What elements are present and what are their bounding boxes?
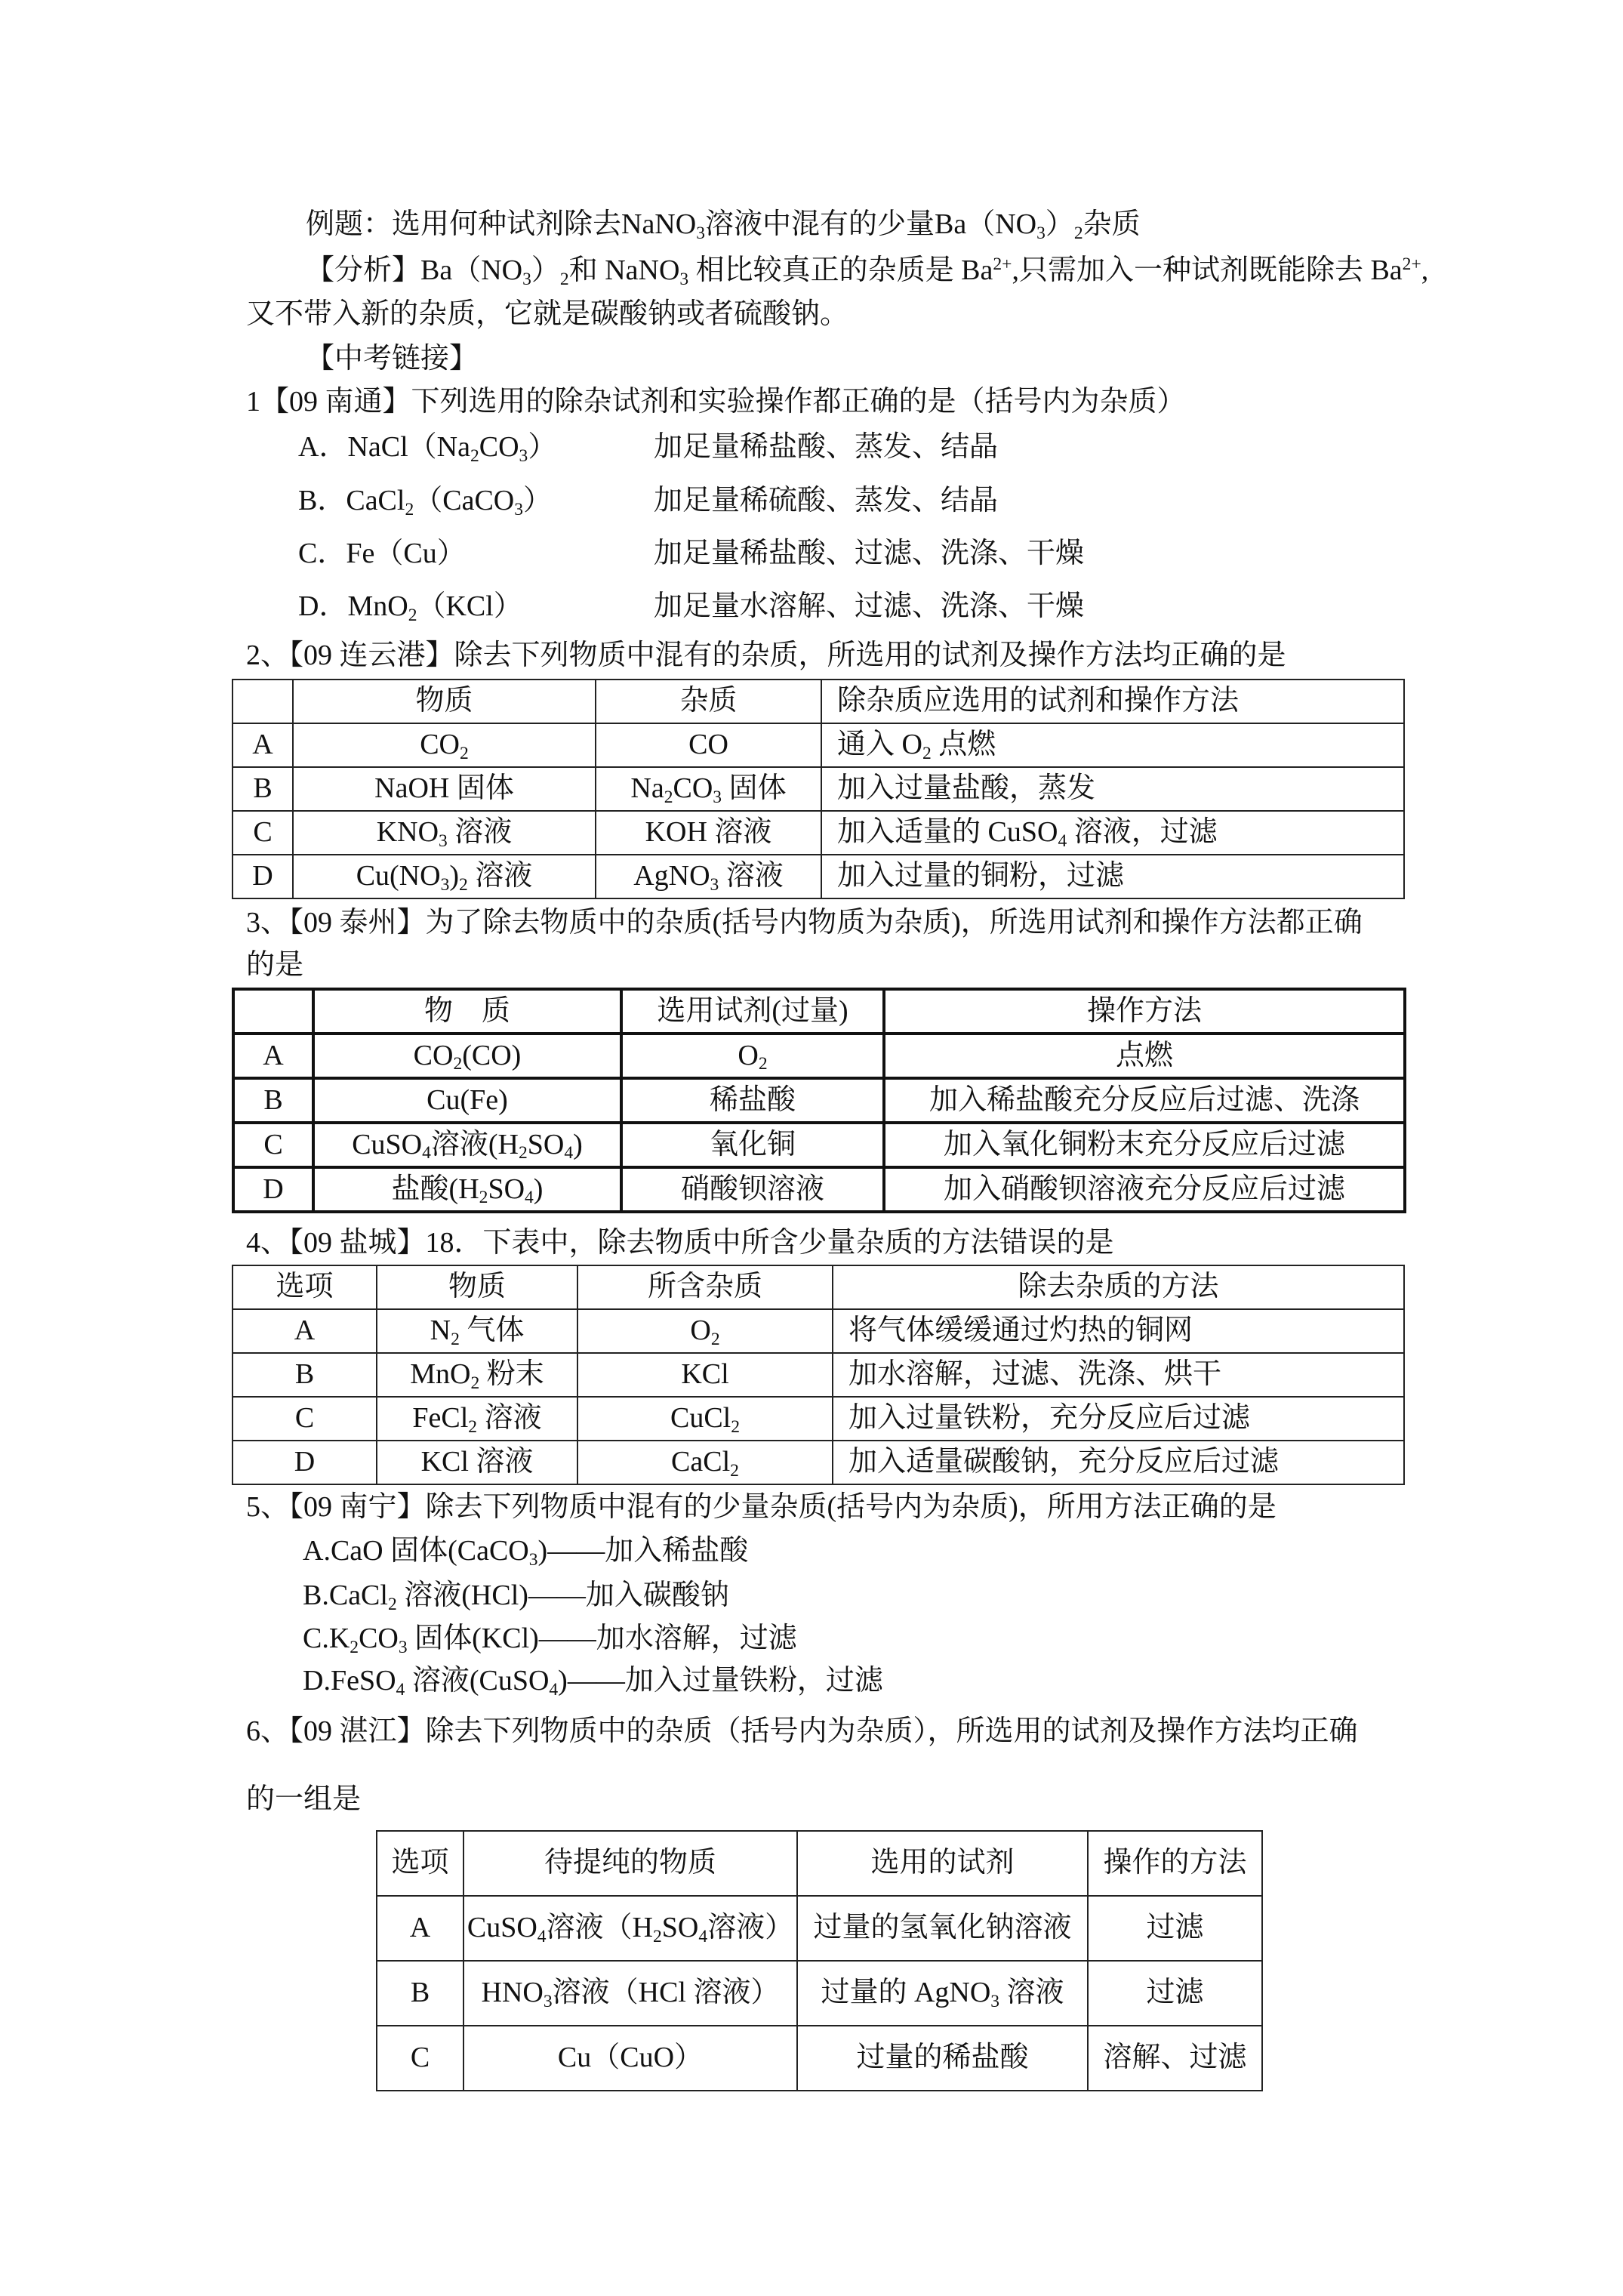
cell-reagent: 过量的 AgNO$_3$ 溶液 [797, 1961, 1088, 2026]
table-row [233, 1123, 1405, 1167]
header-cell-impurity: 杂质 [596, 680, 821, 723]
cell-reagent: $O_2$ [621, 1034, 884, 1078]
header-cell-impurity: 所含杂质 [577, 1265, 833, 1309]
table-row [377, 1961, 1262, 2026]
cell-reagent: 稀盐酸 [621, 1078, 884, 1123]
cell-method: 溶解、过滤 [1088, 2026, 1262, 2091]
header-cell-method: 除杂质应选用的试剂和操作方法 [821, 680, 1404, 723]
header-cell-method: 除去杂质的方法 [833, 1265, 1404, 1309]
header-cell-option: 选项 [233, 1265, 377, 1309]
cell-label: D [233, 855, 293, 898]
cell-label: A [233, 723, 293, 767]
question-stem-continued: 的是 [246, 949, 304, 981]
table-row [233, 1167, 1405, 1212]
cell-method: 加入稀盐酸充分反应后过滤、洗涤 [884, 1078, 1405, 1123]
header-cell-method: 操作的方法 [1088, 1831, 1262, 1896]
cell-impurity: KCl [577, 1353, 833, 1397]
cell-method: 将气体缓缓通过灼热的铜网 [833, 1309, 1404, 1353]
option-item: A.CaO 固体(CaCO$_3$)——加入稀盐酸 [303, 1535, 749, 1570]
header-cell-substance: 物质 [377, 1265, 577, 1309]
cell-method: 加入适量碳酸钠，充分反应后过滤 [833, 1441, 1404, 1484]
table-header-row [233, 989, 1405, 1034]
option-label: B．CaCl$_2$（CaCO$_3$） [298, 485, 553, 519]
cell-substance: MnO$_2$ 粉末 [377, 1353, 577, 1397]
cell-substance: 盐酸$(H_2SO_4)$ [313, 1167, 621, 1212]
cell-impurity: $O_2$ [577, 1309, 833, 1353]
option-item: $C.K_2CO_3$ 固体(KCl)——加水溶解，过滤 [303, 1623, 797, 1657]
header-cell-reagent: 选用的试剂 [797, 1831, 1088, 1896]
table-row [233, 1034, 1405, 1078]
cell-impurity: CuCl$_2$ [577, 1397, 833, 1441]
header-cell-substance: 物 质 [313, 989, 621, 1034]
table-row [233, 1353, 1404, 1397]
example-analysis-line-1: 【分析】$Ba(NO_3)_2$和 NaNO$_3$ 相比较真正的杂质是 $Ba^{2+}$,只需加入一种试剂既能除去 $Ba^{2+}$, [306, 254, 1429, 289]
option-method: 加足量水溶解、过滤、洗涤、干燥 [654, 590, 1085, 622]
header-cell-method: 操作方法 [884, 989, 1405, 1034]
cell-method: 过滤 [1088, 1896, 1262, 1961]
cell-label: D [233, 1441, 377, 1484]
header-cell-empty [233, 989, 313, 1034]
question-stem: 1【09 南通】下列选用的除杂试剂和实验操作都正确的是（括号内为杂质） [246, 386, 1186, 418]
cell-label: B [233, 767, 293, 811]
cell-label: C [233, 811, 293, 855]
option-method: 加足量稀盐酸、过滤、洗涤、干燥 [654, 538, 1085, 569]
cell-impurity: CO [596, 723, 821, 767]
cell-substance: $Cu(NO_3)_2$ 溶液 [293, 855, 596, 898]
table-row [377, 2026, 1262, 2091]
cell-impurity: KOH 溶液 [596, 811, 821, 855]
cell-method: 加入过量盐酸，蒸发 [821, 767, 1404, 811]
q4-table [232, 1265, 1405, 1485]
cell-label: A [377, 1896, 463, 1961]
example-question: 例题：选用何种试剂除去NaNO$_3$溶液中混有的少量$Ba(NO_3)_2$杂质 [306, 208, 1141, 243]
cell-method: 加入氧化铜粉末充分反应后过滤 [884, 1123, 1405, 1167]
cell-label: B [377, 1961, 463, 2026]
table-header-row [233, 1265, 1404, 1309]
option-item: D.FeSO$_4$ 溶液(CuSO$_4$)——加入过量铁粉，过滤 [303, 1665, 883, 1700]
cell-method: 加入过量铁粉，充分反应后过滤 [833, 1397, 1404, 1441]
cell-label: D [233, 1167, 313, 1212]
cell-method: 过滤 [1088, 1961, 1262, 2026]
table-row [233, 1397, 1404, 1441]
cell-label: A [233, 1309, 377, 1353]
cell-label: B [233, 1078, 313, 1123]
option-label: C．Fe（Cu） [298, 538, 466, 569]
table-row [233, 723, 1404, 767]
q6-table [376, 1830, 1263, 2091]
cell-method: 加入硝酸钡溶液充分反应后过滤 [884, 1167, 1405, 1212]
cell-label: C [233, 1123, 313, 1167]
question-stem: 2、【09 连云港】除去下列物质中混有的杂质，所选用的试剂及操作方法均正确的是 [246, 639, 1286, 671]
cell-method: 加入过量的铜粉，过滤 [821, 855, 1404, 898]
cell-label: B [233, 1353, 377, 1397]
header-cell-empty [233, 680, 293, 723]
cell-method: 点燃 [884, 1034, 1405, 1078]
option-item: B.CaCl$_2$ 溶液(HCl)——加入碳酸钠 [303, 1579, 729, 1614]
cell-substance: $CO_2$ [293, 723, 596, 767]
table-row [233, 811, 1404, 855]
table-row [233, 1441, 1404, 1484]
cell-substance: $CO_2(CO)$ [313, 1034, 621, 1078]
table-row [233, 855, 1404, 898]
option-label: A．$NaCl(Na_2CO_3)$ [298, 431, 557, 466]
table-row [233, 767, 1404, 811]
table-row [233, 1078, 1405, 1123]
cell-label: C [233, 1397, 377, 1441]
header-cell-substance: 待提纯的物质 [463, 1831, 797, 1896]
cell-impurity: AgNO$_3$ 溶液 [596, 855, 821, 898]
cell-impurity: $Na_2CO_3$ 固体 [596, 767, 821, 811]
cell-substance: CuSO$_4$溶液（$H_2SO_4$溶液） [463, 1896, 797, 1961]
header-cell-substance: 物质 [293, 680, 596, 723]
example-analysis-line-2: 又不带入新的杂质，它就是碳酸钠或者硫酸钠。 [246, 298, 849, 330]
cell-substance: NaOH 固体 [293, 767, 596, 811]
cell-reagent: 氧化铜 [621, 1123, 884, 1167]
cell-substance: $N_2$ 气体 [377, 1309, 577, 1353]
question-stem: 4、【09 盐城】18．下表中，除去物质中所含少量杂质的方法错误的是 [246, 1227, 1114, 1259]
cell-substance: CuSO$_4$溶液$(H_2SO_4)$ [313, 1123, 621, 1167]
question-stem: 6、【09 湛江】除去下列物质中的杂质（括号内为杂质），所选用的试剂及操作方法均正确 [246, 1715, 1358, 1747]
table-header-row [377, 1831, 1262, 1896]
cell-substance: Cu（CuO） [463, 2026, 797, 2091]
question-stem: 5、【09 南宁】除去下列物质中混有的少量杂质(括号内为杂质)，所用方法正确的是 [246, 1491, 1277, 1523]
table-header-row [233, 680, 1404, 723]
option-method: 加足量稀盐酸、蒸发、结晶 [654, 431, 999, 463]
question-stem-continued: 的一组是 [246, 1783, 362, 1815]
cell-substance: KCl 溶液 [377, 1441, 577, 1484]
cell-impurity: CaCl$_2$ [577, 1441, 833, 1484]
cell-reagent: 过量的稀盐酸 [797, 2026, 1088, 2091]
cell-substance: Cu(Fe) [313, 1078, 621, 1123]
cell-substance: $HNO_3$溶液（HCl 溶液） [463, 1961, 797, 2026]
cell-substance: FeCl$_2$ 溶液 [377, 1397, 577, 1441]
cell-label: C [377, 2026, 463, 2091]
header-cell-reagent: 选用试剂(过量) [621, 989, 884, 1034]
q2-table [232, 679, 1405, 899]
cell-reagent: 硝酸钡溶液 [621, 1167, 884, 1212]
cell-substance: $KNO_3$ 溶液 [293, 811, 596, 855]
cell-method: 通入 $O_2$ 点燃 [821, 723, 1404, 767]
option-label: D．MnO$_2$（KCl） [298, 590, 522, 625]
q3-table [232, 988, 1406, 1213]
table-row [377, 1896, 1262, 1961]
table-row [233, 1309, 1404, 1353]
cell-reagent: 过量的氢氧化钠溶液 [797, 1896, 1088, 1961]
section-heading: 【中考链接】 [306, 343, 479, 374]
option-method: 加足量稀硫酸、蒸发、结晶 [654, 485, 999, 516]
cell-method: 加入适量的 CuSO$_4$ 溶液，过滤 [821, 811, 1404, 855]
question-stem: 3、【09 泰州】为了除去物质中的杂质(括号内物质为杂质)，所选用试剂和操作方法都正确 [246, 907, 1363, 938]
cell-label: A [233, 1034, 313, 1078]
cell-method: 加水溶解，过滤、洗涤、烘干 [833, 1353, 1404, 1397]
header-cell-option: 选项 [377, 1831, 463, 1896]
